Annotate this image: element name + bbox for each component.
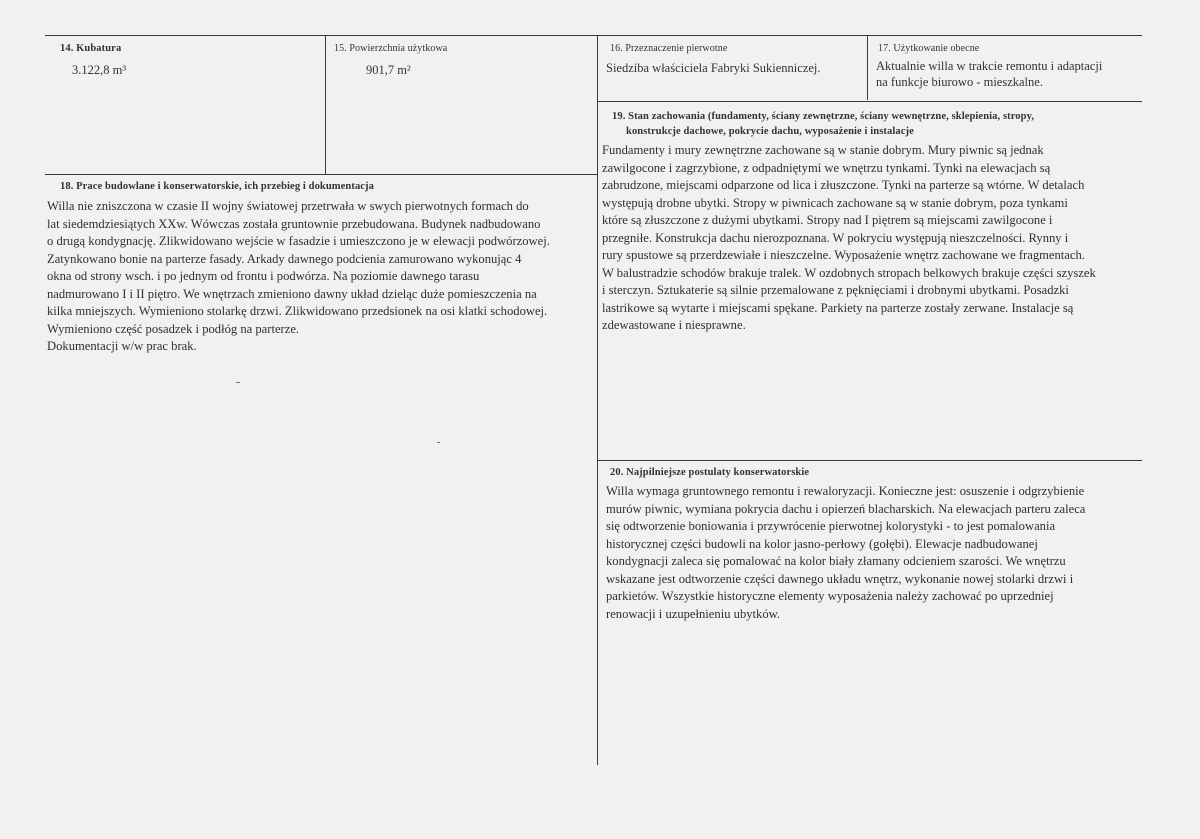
rule-under-14-15 [45, 174, 597, 175]
section-18-line: okna od strony wsch. i po jednym od frontu i podwórza. Na poziomie dawnego tarasu [47, 269, 480, 283]
section-20-line: się odtworzenie boniowania i przywrócenie pierwotnej kolorystyki - to jest pomalowania [606, 519, 1056, 533]
section-19-line: i sterczyn. Sztukaterie są silnie przemalowane z pęknięciami i drobnymi ubytkami. Posadzki [602, 283, 1069, 297]
section-18-line: kilka mniejszych. Wymieniono stolarkę drzwi. Zlikwidowano przedsionek na osi klatki schodowej. [47, 304, 548, 318]
section-17-line-1: Aktualnie willa w trakcie remontu i adaptacji [876, 59, 1103, 73]
rule-vertical-2 [867, 35, 868, 100]
section-14-value: 3.122,8 m³ [72, 63, 127, 77]
section-19-line: przegniłe. Konstrukcja dachu nierozpoznana. W pokryciu występują nieszczelności. Rynny i [602, 230, 1069, 245]
section-19-line: rury spustowe są przerdzewiałe i nieszczelne. Wyposażenie wnętrz zachowane we fragmentach. [602, 248, 1085, 262]
section-20-line: historycznej części budowli na kolor jasno-perłowy (gołębi). Elewacje nadbudowanej [606, 536, 1038, 551]
section-19-line: zdewastowane i niesprawne. [602, 318, 746, 332]
section-20-line: wskazane jest odtworzenie części dawnego układu wnętrz, wykonanie nowej stolarki drzwi i [606, 571, 1074, 586]
rule-vertical-1 [325, 35, 326, 175]
section-19-line: Fundamenty i mury zewnętrzne zachowane są w stanie dobrym. Mury piwnic są jednak [602, 143, 1044, 157]
section-16-value: Siedziba właściciela Fabryki Sukienniczej. [606, 61, 821, 75]
rule-under-16-17 [598, 101, 1142, 102]
section-18-line: Dokumentacji w/w prac brak. [47, 339, 197, 353]
section-19-line: W balustradzie schodów brakuje tralek. W ozdobnych stropach belkowych brakuje części szyszek [602, 265, 1096, 280]
scan-mark [236, 382, 240, 383]
section-16-header: 16. Przeznaczenie pierwotne [610, 43, 728, 54]
section-19-line: zawilgocone i zagrzybione, z odpadniętymi we wnętrzu tynkami. Tynki na elewacjach są [602, 160, 1051, 175]
scan-mark [437, 442, 440, 443]
section-18-line: Wymieniono część posadzek i podłóg na parterze. [47, 321, 300, 336]
section-19-line: lastrikowe są wytarte i miejscami spękane. Parkiety na parterze zostały zerwane. Instalacje są [602, 300, 1074, 315]
section-19-line: które są złuszczone z dużymi ubytkami. Stropy nad I piętrem są miejscami zawilgocone i [602, 213, 1053, 227]
section-20-header: 20. Najpilniejsze postulaty konserwatorskie [610, 467, 810, 478]
section-19-header-line-1: 19. Stan zachowania (fundamenty, ściany zewnętrzne, ściany wewnętrzne, sklepienia, stropy, [612, 111, 1035, 122]
section-20-line: parkietów. Wszystkie historyczne elementy wyposażenia należy zachować po uprzedniej [606, 589, 1054, 603]
section-20-line: renowacji i uzupełnieniu ubytków. [606, 606, 781, 621]
rule-vertical-main [597, 35, 598, 765]
section-20-line: Willa wymaga gruntownego remontu i rewaloryzacji. Konieczne jest: osuszenie i odgrzybienie [606, 484, 1085, 498]
section-18-line: nadmurowano I i II piętro. We wnętrzach zmieniono dawny układ dzieląc duże pomieszczenia na [47, 286, 537, 301]
rule-top [45, 35, 1142, 36]
section-20-line: kondygnacji zaleca się pomalować na kolor biały złamany odcieniem szarości. We wnętrzu [606, 554, 1066, 568]
section-18-line: lat siedemdziesiątych XXw. Wówczas została gruntownie przebudowana. Budynek nadbudowano [47, 216, 541, 231]
section-19-header-line-2: konstrukcje dachowe, pokrycie dachu, wyposażenie i instalacje [626, 126, 914, 137]
section-15-header: 15. Powierzchnia użytkowa [334, 43, 448, 54]
section-19-line: zabrudzone, miejscami odparzone od lica i złuszczone. Tynki na parterze są wtórne. W detalach [602, 178, 1085, 192]
section-17-header: 17. Użytkowanie obecne [878, 43, 980, 54]
section-18-line: o drugą kondygnację. Zlikwidowano wejście w fasadzie i umieszczono je w elewacji podwórzowej. [47, 234, 550, 248]
section-14-header: 14. Kubatura [60, 43, 122, 54]
section-18-header: 18. Prace budowlane i konserwatorskie, ich przebieg i dokumentacja [60, 181, 375, 192]
section-18-line: Willa nie zniszczona w czasie II wojny światowej przetrwała w swych pierwotnych formach do [47, 199, 529, 213]
section-19-body [602, 142, 1140, 335]
section-19-line: występują drobne ubytki. Stropy w piwnicach zachowane są w stanie dobrym, poza tynkami [602, 195, 1068, 210]
section-20-line: murów piwnic, wymiana pokrycia dachu i opierzeń blacharskich. Na elewacjach parteru zaleca [606, 501, 1086, 516]
section-20-body [606, 483, 1140, 623]
section-18-line: Zatynkowano bonie na parterze fasady. Arkady dawnego podcienia zamurowano wykonując 4 [47, 251, 522, 266]
section-18-body [47, 198, 587, 356]
section-15-value: 901,7 m² [366, 63, 411, 77]
section-17-line-2: na funkcje biurowo - mieszkalne. [876, 75, 1043, 89]
rule-above-20 [598, 460, 1142, 461]
